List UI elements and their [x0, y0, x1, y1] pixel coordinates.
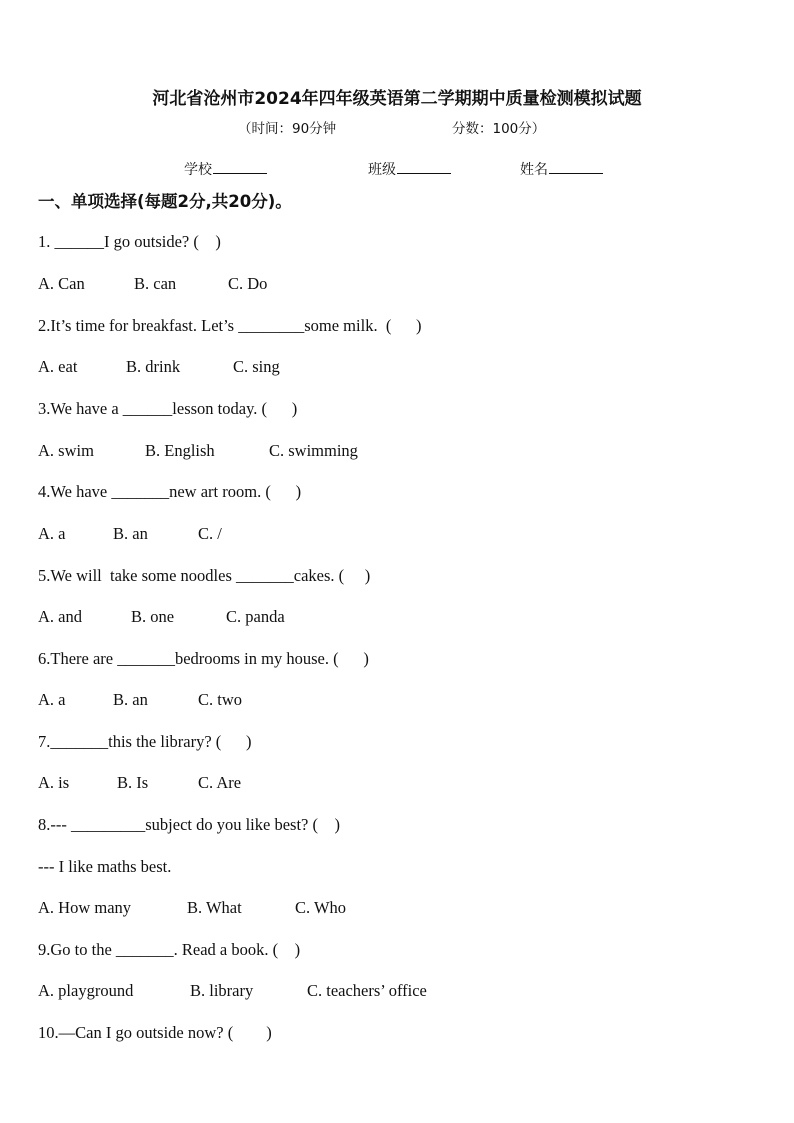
- question-1-stem: 1. ______I go outside? ( ): [38, 232, 221, 251]
- question-3-option-a: A. swim: [38, 441, 94, 460]
- question-8-option-b: B. What: [187, 898, 242, 917]
- class-field: [368, 159, 451, 179]
- question-8-stem: 8.--- _________subject do you like best? ( ): [38, 815, 340, 834]
- question-8-dialogue: --- I like maths best.: [38, 857, 172, 876]
- question-6-option-b: B. an: [113, 690, 148, 709]
- school-blank: [213, 160, 267, 174]
- question-7-option-c: C. Are: [198, 773, 242, 792]
- question-4-option-a: A. a: [38, 524, 66, 543]
- question-5-option-a: A. and: [38, 607, 82, 626]
- question-7-option-b: B. Is: [117, 773, 149, 792]
- question-10-stem: 10.—Can I go outside now? ( ): [38, 1023, 272, 1042]
- question-2-option-b: B. drink: [126, 357, 181, 376]
- question-6-stem: 6.There are _______bedrooms in my house. ( ): [38, 649, 369, 668]
- question-5-option-c: C. panda: [226, 607, 285, 626]
- name-field: [520, 159, 603, 179]
- question-9-option-b: B. library: [190, 981, 254, 1000]
- question-2-stem: 2.It’s time for breakfast. Let’s ________some milk. ( ): [38, 316, 422, 335]
- exam-time: （时间：90分钟: [238, 121, 337, 137]
- question-9-option-c: C. teachers’ office: [307, 981, 427, 1000]
- exam-score: 分数：100分）: [452, 121, 546, 137]
- question-2-option-a: A. eat: [38, 357, 78, 376]
- name-label: 姓名: [520, 162, 548, 178]
- section-heading: 一、单项选择(每题2分,共20分)。: [38, 192, 292, 211]
- question-3-stem: 3.We have a ______lesson today. ( ): [38, 399, 298, 418]
- page-title: 河北省沧州市2024年四年级英语第二学期期中质量检测模拟试题: [152, 89, 642, 109]
- question-5-stem: 5.We will take some noodles _______cakes. ( ): [38, 566, 371, 585]
- question-8-option-a: A. How many: [38, 898, 132, 917]
- question-9-option-a: A. playground: [38, 981, 134, 1000]
- question-3-option-c: C. swimming: [269, 441, 358, 460]
- question-2-option-c: C. sing: [233, 357, 280, 376]
- question-5-option-b: B. one: [131, 607, 175, 626]
- class-label: 班级: [368, 162, 396, 178]
- name-blank: [549, 160, 603, 174]
- question-9-stem: 9.Go to the _______. Read a book. ( ): [38, 940, 301, 959]
- question-1-option-c: C. Do: [228, 274, 268, 293]
- question-1-option-a: A. Can: [38, 274, 85, 293]
- question-6-option-a: A. a: [38, 690, 66, 709]
- class-blank: [397, 160, 451, 174]
- question-6-option-c: C. two: [198, 690, 243, 709]
- question-7-option-a: A. is: [38, 773, 70, 792]
- question-7-stem: 7._______this the library? ( ): [38, 732, 252, 751]
- question-4-option-b: B. an: [113, 524, 148, 543]
- school-field: [184, 159, 267, 179]
- question-4-stem: 4.We have _______new art room. ( ): [38, 482, 302, 501]
- question-3-option-b: B. English: [145, 441, 215, 460]
- school-label: 学校: [184, 162, 212, 178]
- question-4-option-c: C. /: [198, 524, 222, 543]
- question-1-option-b: B. can: [134, 274, 177, 293]
- question-8-option-c: C. Who: [295, 898, 347, 917]
